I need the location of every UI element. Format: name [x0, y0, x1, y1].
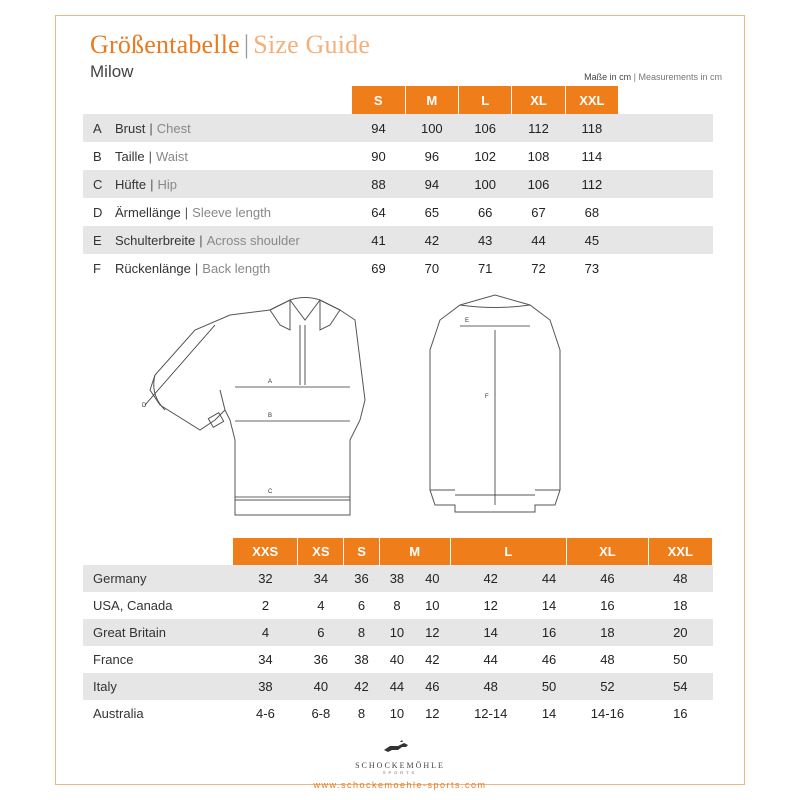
- conversion-value: 12: [450, 592, 531, 619]
- conversion-value: 18: [648, 592, 712, 619]
- conversion-value: 38: [233, 673, 298, 700]
- measurement-value: 71: [459, 254, 512, 282]
- measurement-value: 70: [405, 254, 458, 282]
- measurement-value: 108: [512, 142, 565, 170]
- conversion-value: 12: [415, 700, 450, 727]
- conversion-value: 4-6: [233, 700, 298, 727]
- measurement-value: 41: [352, 226, 405, 254]
- model-name: Milow: [90, 62, 134, 81]
- measurement-en: Across shoulder: [206, 232, 300, 248]
- units-en: Measurements in cm: [638, 72, 722, 82]
- measurement-value: 68: [565, 198, 618, 226]
- measurement-de: Rückenlänge: [115, 260, 191, 276]
- conversion-value: 44: [531, 565, 566, 592]
- country-label: Italy: [83, 673, 233, 700]
- conversion-value: 8: [379, 592, 414, 619]
- size-header: XXS: [233, 538, 298, 565]
- measurement-value: 114: [565, 142, 618, 170]
- conversion-value: 46: [415, 673, 450, 700]
- conversion-value: 10: [415, 592, 450, 619]
- title-separator: |: [243, 30, 250, 59]
- measurement-value: 96: [405, 142, 458, 170]
- size-header: M: [405, 86, 458, 114]
- measurement-value: 42: [405, 226, 458, 254]
- measurement-row: [83, 226, 713, 254]
- measurement-de: Hüfte: [115, 176, 147, 192]
- units-separator: |: [633, 72, 636, 82]
- measurement-letter: C: [93, 176, 103, 192]
- size-header: XS: [298, 538, 344, 565]
- header-blank: [83, 538, 233, 565]
- measurement-value: 69: [352, 254, 405, 282]
- country-label: USA, Canada: [83, 592, 233, 619]
- shirt-front-drawing: [150, 298, 365, 516]
- row-padding: [619, 198, 713, 226]
- size-header: L: [450, 538, 567, 565]
- conversion-value: 40: [415, 565, 450, 592]
- conversion-value: 48: [567, 646, 648, 673]
- size-header: XXL: [648, 538, 712, 565]
- measurement-label: C Hüfte | Hip: [83, 170, 352, 198]
- size-header: XL: [512, 86, 565, 114]
- conversion-value: 48: [450, 673, 531, 700]
- diagram-label-e: E: [465, 318, 470, 324]
- conversion-value: 20: [648, 619, 712, 646]
- units-de: Maße in cm: [584, 72, 632, 82]
- measurement-en: Sleeve length: [192, 204, 271, 220]
- conversion-value: 8: [344, 700, 379, 727]
- conversion-value: 18: [567, 619, 648, 646]
- measurement-label: D Ärmellänge | Sleeve length: [83, 198, 352, 226]
- conversion-value: 44: [450, 646, 531, 673]
- conversion-row: [83, 592, 713, 619]
- conversion-value: 16: [648, 700, 712, 727]
- measurement-en: Chest: [156, 120, 191, 136]
- measurement-letter: B: [93, 148, 102, 164]
- conversion-row: [83, 646, 713, 673]
- conversion-table: [83, 538, 713, 727]
- diagram-label-d: D: [142, 403, 147, 409]
- conversion-value: 6: [298, 619, 344, 646]
- conversion-value: 14: [531, 700, 566, 727]
- conversion-value: 34: [233, 646, 298, 673]
- row-padding: [619, 142, 713, 170]
- conversion-value: 50: [531, 673, 566, 700]
- row-padding: [619, 226, 713, 254]
- conversion-value: 46: [567, 565, 648, 592]
- size-header: L: [459, 86, 512, 114]
- header-blank: [619, 86, 713, 114]
- conversion-value: 10: [379, 619, 414, 646]
- measurement-de: Taille: [115, 148, 145, 164]
- conversion-value: 2: [233, 592, 298, 619]
- conversion-value: 6: [344, 592, 379, 619]
- measurement-row: [83, 114, 713, 142]
- conversion-value: 40: [298, 673, 344, 700]
- conversion-value: 42: [415, 646, 450, 673]
- measurement-label: E Schulterbreite | Across shoulder: [83, 226, 352, 254]
- measurement-letter: F: [93, 260, 101, 276]
- conversion-value: 36: [344, 565, 379, 592]
- measurement-value: 64: [352, 198, 405, 226]
- row-padding: [619, 170, 713, 198]
- measurement-label: B Taille | Waist: [83, 142, 352, 170]
- conversion-value: 38: [344, 646, 379, 673]
- measurement-value: 66: [459, 198, 512, 226]
- diagram-label-f: F: [485, 394, 489, 400]
- measurement-letter: D: [93, 204, 103, 220]
- measurement-value: 90: [352, 142, 405, 170]
- conversion-value: 12-14: [450, 700, 531, 727]
- measurement-letter: A: [93, 120, 102, 136]
- website-url: www.schockemoehle-sports.com: [313, 780, 487, 790]
- measurement-row: [83, 254, 713, 282]
- conversion-row: [83, 565, 713, 592]
- measurement-table: [83, 86, 713, 282]
- brand-sub: SPORTS: [382, 770, 418, 775]
- measurement-value: 112: [565, 170, 618, 198]
- conversion-row: [83, 700, 713, 727]
- measurement-en: Hip: [157, 176, 177, 192]
- conversion-value: 4: [233, 619, 298, 646]
- title-en: Size Guide: [253, 30, 371, 59]
- diagram-label-c: C: [268, 489, 273, 495]
- brand-logo: [345, 740, 455, 775]
- conversion-value: 14: [450, 619, 531, 646]
- conversion-row: [83, 619, 713, 646]
- conversion-value: 8: [344, 619, 379, 646]
- measurement-row: [83, 198, 713, 226]
- row-padding: [619, 114, 713, 142]
- measurement-en: Waist: [156, 148, 189, 164]
- measurement-label: F Rückenlänge | Back length: [83, 254, 352, 282]
- conversion-value: 42: [344, 673, 379, 700]
- row-padding: [619, 254, 713, 282]
- measurement-value: 45: [565, 226, 618, 254]
- conversion-value: 36: [298, 646, 344, 673]
- conversion-value: 52: [567, 673, 648, 700]
- conversion-value: 4: [298, 592, 344, 619]
- brand-name: SCHOCKEMÖHLE: [355, 761, 445, 770]
- measurement-value: 94: [352, 114, 405, 142]
- measurement-value: 112: [512, 114, 565, 142]
- measurement-en: Back length: [202, 260, 271, 276]
- diagram-label-b: B: [268, 413, 273, 419]
- country-label: Great Britain: [83, 619, 233, 646]
- measurement-de: Brust: [115, 120, 146, 136]
- conversion-header-row: [83, 538, 713, 565]
- size-header: M: [379, 538, 450, 565]
- measurement-value: 100: [405, 114, 458, 142]
- conversion-value: 14: [531, 592, 566, 619]
- measurement-value: 100: [459, 170, 512, 198]
- measurement-row: [83, 170, 713, 198]
- size-header: S: [344, 538, 379, 565]
- size-header: XL: [567, 538, 648, 565]
- header-blank: [83, 86, 352, 114]
- conversion-value: 12: [415, 619, 450, 646]
- measurement-value: 88: [352, 170, 405, 198]
- measurement-value: 72: [512, 254, 565, 282]
- conversion-value: 48: [648, 565, 712, 592]
- size-header: XXL: [565, 86, 618, 114]
- conversion-value: 54: [648, 673, 712, 700]
- conversion-value: 16: [567, 592, 648, 619]
- size-header: S: [352, 86, 405, 114]
- measurement-value: 106: [459, 114, 512, 142]
- conversion-value: 40: [379, 646, 414, 673]
- measurement-value: 43: [459, 226, 512, 254]
- measurement-value: 67: [512, 198, 565, 226]
- measurement-value: 44: [512, 226, 565, 254]
- measurement-value: 118: [565, 114, 618, 142]
- page-title: [90, 30, 370, 60]
- conversion-value: 50: [648, 646, 712, 673]
- measurement-letter: E: [93, 232, 102, 248]
- units-note: [584, 72, 722, 82]
- measurement-label: A Brust | Chest: [83, 114, 352, 142]
- country-label: Germany: [83, 565, 233, 592]
- conversion-value: 42: [450, 565, 531, 592]
- conversion-value: 16: [531, 619, 566, 646]
- conversion-value: 46: [531, 646, 566, 673]
- measurement-header-row: [83, 86, 713, 114]
- country-label: France: [83, 646, 233, 673]
- conversion-value: 32: [233, 565, 298, 592]
- measurement-value: 106: [512, 170, 565, 198]
- shirt-diagram: [140, 290, 600, 520]
- horse-rider-icon: [380, 740, 420, 754]
- measurement-value: 73: [565, 254, 618, 282]
- measurement-value: 102: [459, 142, 512, 170]
- conversion-value: 34: [298, 565, 344, 592]
- conversion-value: 10: [379, 700, 414, 727]
- conversion-value: 14-16: [567, 700, 648, 727]
- measurement-de: Ärmellänge: [115, 204, 181, 220]
- measurement-de: Schulterbreite: [115, 232, 196, 248]
- conversion-value: 44: [379, 673, 414, 700]
- conversion-value: 38: [379, 565, 414, 592]
- measurement-value: 94: [405, 170, 458, 198]
- conversion-value: 6-8: [298, 700, 344, 727]
- measurement-value: 65: [405, 198, 458, 226]
- country-label: Australia: [83, 700, 233, 727]
- title-de: Größentabelle: [90, 30, 240, 59]
- conversion-row: [83, 673, 713, 700]
- measurement-row: [83, 142, 713, 170]
- diagram-label-a: A: [268, 379, 273, 385]
